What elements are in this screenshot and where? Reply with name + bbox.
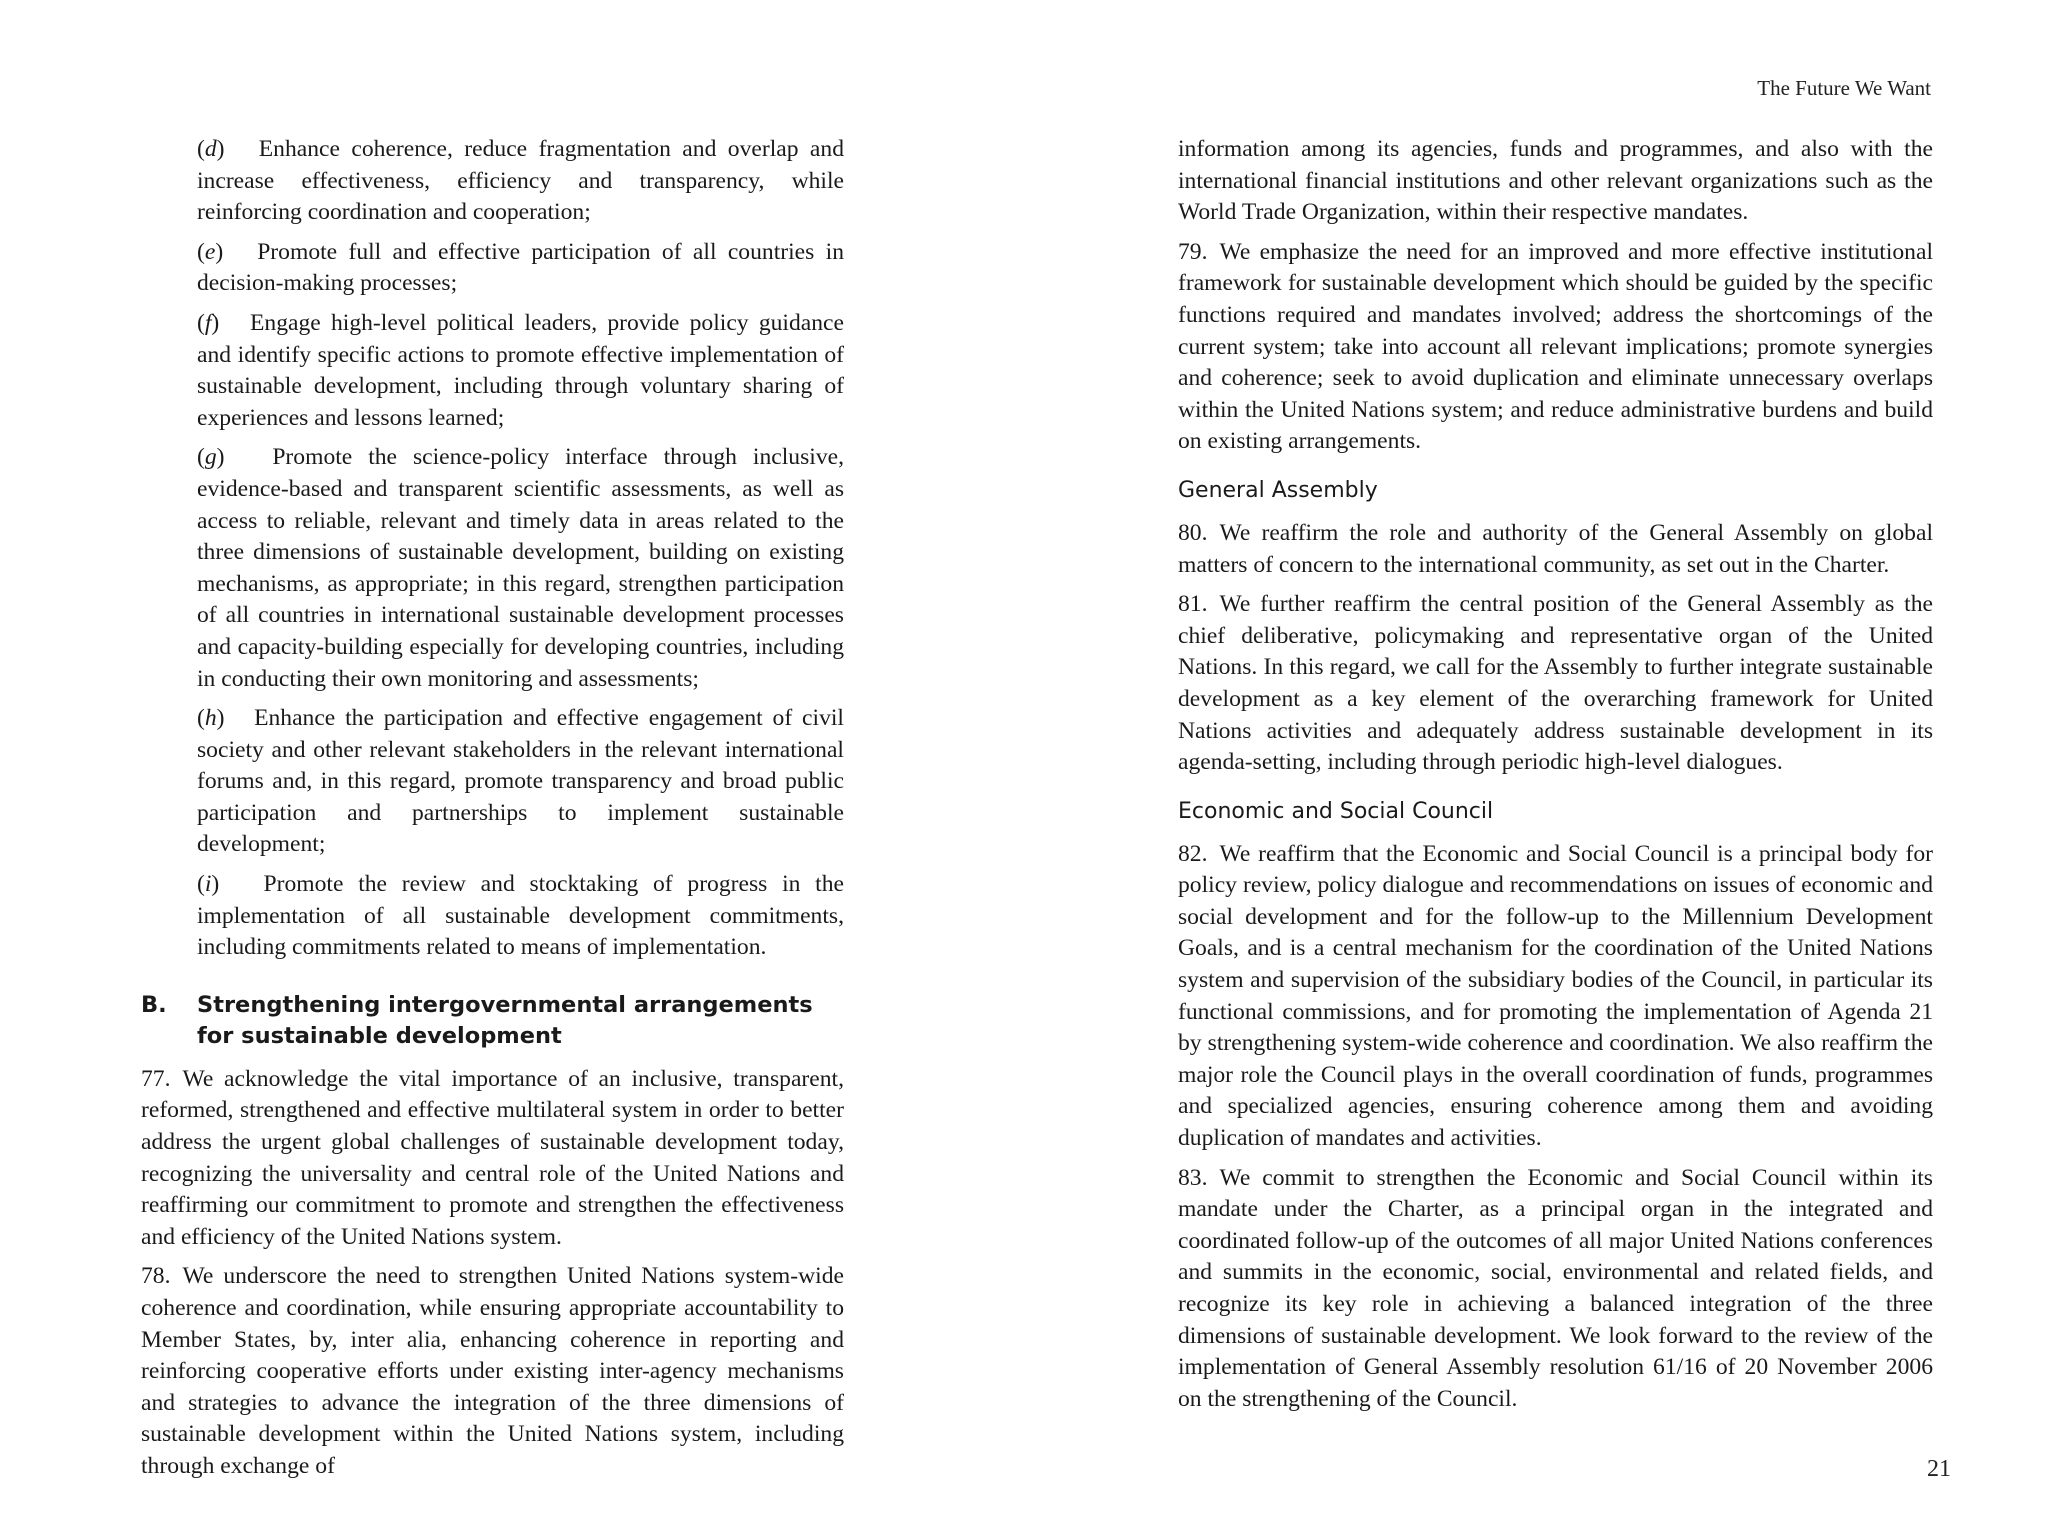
sub-item-text: Promote full and effective participation of all countries in decision-making processes; (197, 238, 844, 297)
sub-item-i: (i) Promote the review and stocktaking of progress in the implementation of all sustainable development commitments, including commitments related to means of implementation. (197, 871, 844, 961)
paragraph-83 (1178, 1163, 1933, 1416)
sub-item-letter: e (204, 238, 216, 265)
sub-item-e: (e) Promote full and effective participation of all countries in decision-making processes; (197, 238, 844, 297)
sub-item-letter: h (204, 705, 217, 732)
sub-item-letter: d (204, 136, 217, 162)
paragraph-number: 77. (141, 1065, 171, 1092)
sub-item-d: (d) Enhance coherence, reduce fragmentation and overlap and increase effectiveness, efficiency and transparency, while reinforcing coordination and cooperation; (197, 136, 844, 226)
sub-item-letter: g (204, 444, 217, 471)
paragraph-text: We further reaffirm the central position of the General Assembly as the chief deliberative, policymaking and representative organ of the United Nations. In this regard, we call for the Assembly to further integrate sustainable development as a key element of the overarching framework for United Nations activities and adequately address sustainable development in its agenda-setting, including through periodic high-level dialogues. (1178, 591, 1933, 776)
paragraph-78 (141, 1261, 844, 1482)
paragraph-text: We emphasize the need for an improved and more effective institutional framework for sustainable development which should be guided by the specific functions required and mandates involved; address the shortcomings of the current system; take into account all relevant implications; promote synergies and coherence; seek to avoid duplication and eliminate unnecessary overlaps within the United Nations system; and reduce administrative burdens and build on existing arrangements. (1178, 238, 1933, 455)
sub-item-text: Promote the science-policy interface through inclusive, evidence-based and transparent scientific assessments, as well as access to reliable, relevant and timely data in areas related to the three dimensions of sustainable development, building on existing mechanisms, as appropriate; in this regard, strengthen participation of all countries in international sustainable development processes and capacity-building especially for developing countries, including in conducting their own monitoring and assessments; (197, 444, 844, 692)
sub-item-h: (h) Enhance the participation and effective engagement of civil society and other relevant stakeholders in the relevant international forums and, in this regard, promote transparency and broad public participation and partnerships to implement sustainable development; (197, 705, 844, 858)
sub-item-text: Enhance coherence, reduce fragmentation and overlap and increase effectiveness, efficiency and transparency, while reinforcing coordination and cooperation; (197, 136, 844, 226)
paragraph-number: 81. (1178, 591, 1208, 618)
paragraph-number: 80. (1178, 519, 1208, 546)
sub-item-g: (g) Promote the science-policy interface through inclusive, evidence-based and transparent scientific assessments, as well as access to reliable, relevant and timely data in areas related to the three dimensions of sustainable development, building on existing mechanisms, as appropriate; in this regard, strengthen participation of all countries in international sustainable development processes and capacity-building especially for developing countries, including in conducting their own monitoring and assessments; (197, 444, 844, 692)
paragraph-text: We reaffirm that the Economic and Social Council is a principal body for policy review, policy dialogue and recommendations on issues of economic and social development and for the follow-up to the Millennium Development Goals, and is a central mechanism for the coordination of the United Nations system and supervision of the subsidiary bodies of the Council, in particular its functional commissions, and for promoting the implementation of Agenda 21 by strengthening system-wide coherence and coordination. We also reaffirm the major role the Council plays in the overall coordination of funds, programmes and specialized agencies, ensuring coherence among them and avoiding duplication of mandates and activities. (1178, 840, 1933, 1152)
sub-item-f: (f) Engage high-level political leaders, provide policy guidance and identify specific actions to promote effective implementation of sustainable development, including through voluntary sharing of experiences and lessons learned; (197, 309, 844, 431)
paragraph-number: 83. (1178, 1164, 1208, 1191)
sub-item-letter: f (204, 309, 212, 336)
sub-item-text: Promote the review and stocktaking of progress in the implementation of all sustainable development commitments, including commitments related to means of implementation. (197, 871, 844, 961)
sub-item-text: Engage high-level political leaders, provide policy guidance and identify specific actions to promote effective implementation of sustainable development, including through voluntary sharing of experiences and lessons learned; (197, 309, 844, 431)
paragraph-number: 79. (1178, 238, 1208, 265)
page-number: 21 (1927, 1456, 1951, 1482)
paragraph-79 (1178, 237, 1933, 458)
paragraph-text: We reaffirm the role and authority of the General Assembly on global matters of concern to the international community, as set out in the Charter. (1178, 519, 1933, 578)
paragraph-78-continuation: information among its agencies, funds and programmes, and also with the international financial institutions and other relevant organizations such as the World Trade Organization, within their respective mandates. (1178, 136, 1933, 226)
paragraph-81 (1178, 589, 1933, 779)
paragraph-82 (1178, 839, 1933, 1155)
paragraph-text: We underscore the need to strengthen United Nations system-wide coherence and coordination, while ensuring appropriate accountability to Member States, by, inter alia, enhancing coherence in reporting and reinforcing cooperative efforts under existing inter-agency mechanisms and strategies to advance the integration of the three dimensions of sustainable development within the United Nations system, including through exchange of (141, 1263, 844, 1479)
paragraph-number: 82. (1178, 840, 1208, 867)
paragraph-text: We commit to strengthen the Economic and Social Council within its mandate under the Charter, as a principal organ in the integrated and coordinated follow-up of the outcomes of all major United Nations conferences and summits in the economic, social, environmental and related fields, and recognize its key role in achieving a balanced integration of the three dimensions of sustainable development. We look forward to the review of the implementation of General Assembly resolution 61/16 of 20 November 2006 on the strengthening of the Council. (1178, 1164, 1933, 1412)
paragraph-text: We acknowledge the vital importance of an inclusive, transparent, reformed, strengthened and effective multilateral system in order to better address the urgent global challenges of sustainable development today, recognizing the universality and central role of the United Nations and reaffirming our commitment to promote and strengthen the effectiveness and efficiency of the United Nations system. (141, 1065, 844, 1250)
sub-item-text: Enhance the participation and effective engagement of civil society and other relevant stakeholders in the relevant international forums and, in this regard, promote transparency and broad public participation and partnerships to implement sustainable development; (197, 705, 844, 858)
running-head: The Future We Want (1757, 76, 1931, 100)
sub-item-letter: i (204, 871, 212, 898)
right-column (1178, 134, 1933, 1423)
paragraph-80 (1178, 518, 1933, 581)
section-letter: B. (141, 991, 167, 1018)
section-title: Strengthening intergovernmental arrangements for sustainable development (197, 991, 813, 1049)
section-heading-b (141, 990, 844, 1052)
paragraph-77 (141, 1064, 844, 1254)
left-column (141, 134, 844, 1491)
subheading-general-assembly: General Assembly (1178, 477, 1378, 503)
paragraph-number: 78. (141, 1263, 171, 1290)
subheading-economic-social-council: Economic and Social Council (1178, 798, 1494, 824)
